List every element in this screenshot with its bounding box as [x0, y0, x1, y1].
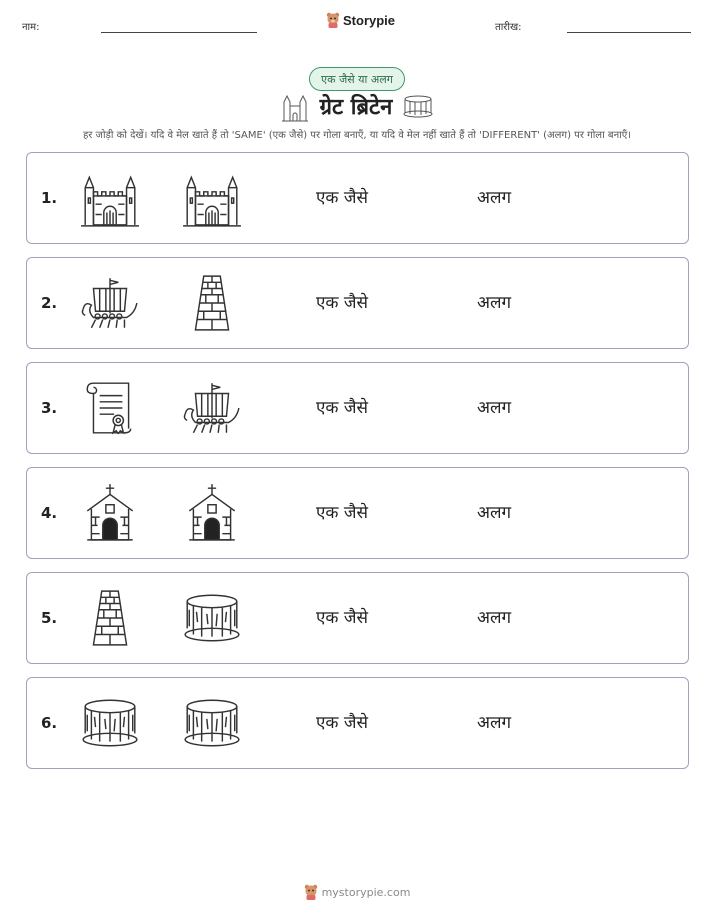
church-icon: [79, 482, 141, 544]
same-option[interactable]: एक जैसे: [316, 188, 368, 208]
date-line[interactable]: [567, 32, 691, 33]
question-number: 3.: [41, 399, 58, 417]
storypie-logo-icon: [326, 12, 340, 28]
brand-name: Storypie: [343, 12, 396, 28]
question-number: 6.: [41, 714, 58, 732]
stone-tower-icon: [79, 587, 141, 649]
footer: [0, 884, 714, 900]
same-option[interactable]: एक जैसे: [316, 608, 368, 628]
different-option[interactable]: अलग: [477, 608, 512, 628]
name-line[interactable]: [101, 32, 257, 33]
page-title: ग्रेट ब्रिटेन: [319, 95, 393, 120]
footer-url[interactable]: mystorypie.com: [321, 885, 411, 899]
question-number: 5.: [41, 609, 58, 627]
stonehenge-icon: [79, 692, 141, 754]
different-option[interactable]: अलग: [477, 188, 512, 208]
question-number: 2.: [41, 294, 58, 312]
scroll-icon: [79, 377, 141, 439]
castle-icon: [280, 90, 310, 122]
different-option[interactable]: अलग: [477, 398, 512, 418]
church-icon: [181, 482, 243, 544]
storypie-logo-icon: [304, 884, 318, 900]
same-option[interactable]: एक जैसे: [316, 293, 368, 313]
worksheet-type-pill: एक जैसे या अलग: [309, 67, 405, 91]
stonehenge-icon: [181, 587, 243, 649]
question-row: [26, 152, 689, 244]
question-number: 1.: [41, 189, 58, 207]
stone-tower-icon: [181, 272, 243, 334]
same-option[interactable]: एक जैसे: [316, 398, 368, 418]
question-row: [26, 572, 689, 664]
stonehenge-icon: [402, 93, 434, 119]
question-row: [26, 677, 689, 769]
different-option[interactable]: अलग: [477, 713, 512, 733]
question-row: [26, 362, 689, 454]
name-label: नाम:: [22, 22, 40, 33]
date-label: तारीख:: [495, 22, 522, 33]
different-option[interactable]: अलग: [477, 293, 512, 313]
different-option[interactable]: अलग: [477, 503, 512, 523]
castle-icon: [181, 167, 243, 229]
same-option[interactable]: एक जैसे: [316, 713, 368, 733]
viking-ship-icon: [79, 272, 141, 334]
castle-icon: [79, 167, 141, 229]
instructions: हर जोड़ी को देखें। यदि वे मेल खाते हैं तो 'SAME' (एक जैसे) पर गोला बनाएँ, या यदि वे मेल नहीं खाते हैं तो 'DIFFERENT' (अलग) पर गोला बनाएँ।: [82, 130, 632, 141]
question-row: [26, 467, 689, 559]
title-row: [0, 90, 714, 122]
viking-ship-icon: [181, 377, 243, 439]
question-row: [26, 257, 689, 349]
stonehenge-icon: [181, 692, 243, 754]
question-number: 4.: [41, 504, 58, 522]
brand: [326, 12, 395, 28]
same-option[interactable]: एक जैसे: [316, 503, 368, 523]
